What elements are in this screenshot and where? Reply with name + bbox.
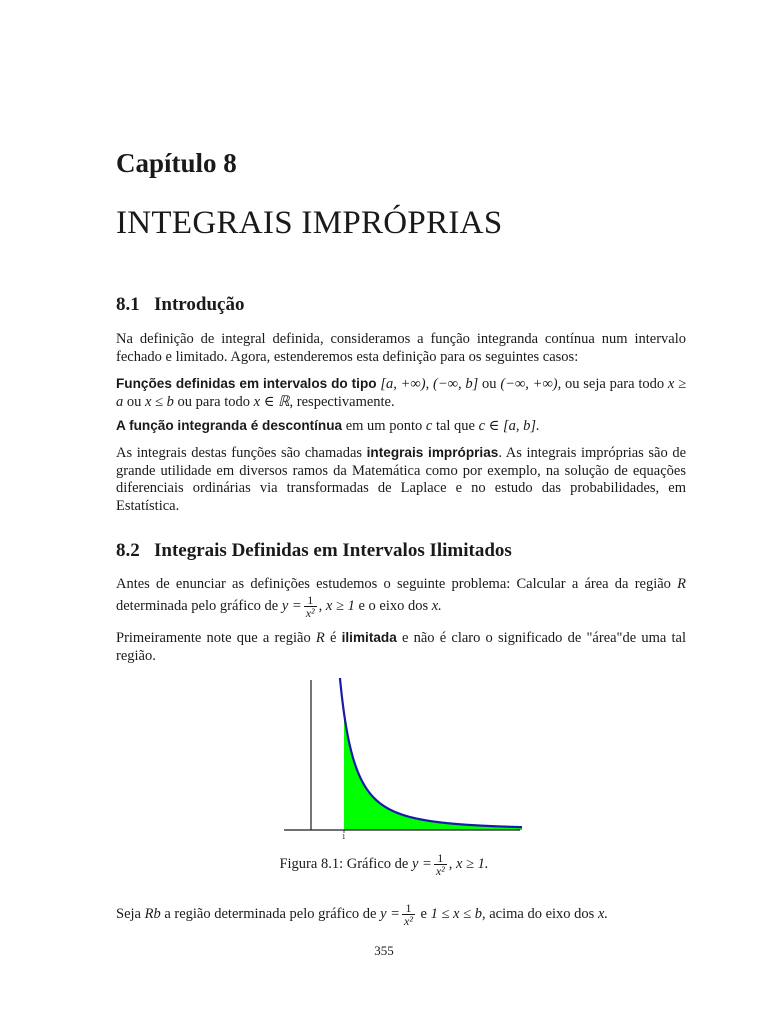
caption-text: Figura 8.1: Gráfico de [279, 855, 409, 872]
rb-text-b: a região determinada pelo gráfico de [164, 905, 377, 922]
caption-numerator: 1 [434, 852, 447, 865]
unbounded-text-b: e não é claro o significado de "área"de uma tal região. [116, 630, 687, 664]
figure-graph [280, 678, 522, 840]
case-1-rest-2: ou para todo [177, 393, 251, 410]
rb-condition: 1 ≤ x ≤ b [430, 905, 482, 922]
caption-condition: , x ≥ 1. [448, 855, 489, 872]
chapter-heading: Capítulo 8 [116, 148, 237, 178]
chapter-title: INTEGRAIS IMPRÓPRIAS [116, 205, 503, 241]
condition-2: x ≤ b [145, 393, 174, 410]
problem-text-c: e o eixo dos [358, 597, 429, 614]
paragraph-case-2 [116, 417, 686, 436]
equation-y: y = [281, 597, 302, 614]
denominator: x² [305, 605, 315, 620]
improper-text-a: As integrais destas funções são chamadas [116, 445, 363, 461]
caption-equation-y: y = [411, 855, 432, 872]
paragraph-intro: Na definição de integral definida, consideramos a função integranda contínua num intervalo fechado e limitado. Agora, estenderemos esta definição para os seguintes casos: [116, 331, 686, 365]
interval-1: [a, +∞) [380, 376, 426, 392]
section-number: 8.2 [116, 540, 140, 561]
x-tick-label: 1 [342, 833, 346, 840]
fraction [304, 594, 317, 619]
improper-bold: integrais impróprias [366, 445, 499, 460]
unbounded-bold: ilimitada [341, 630, 397, 645]
figure-caption [0, 852, 768, 877]
problem-text-a: Antes de enunciar as definições estudemos o seguinte problema: Calcular a área da região [116, 576, 671, 592]
rb-axis-x: x. [597, 905, 608, 922]
point-c: c [425, 418, 433, 434]
section-title: Introdução [154, 294, 245, 315]
paragraph-improper [116, 444, 686, 515]
paragraph-unbounded [116, 629, 686, 665]
case-2-tal: tal que [435, 418, 475, 434]
case-1-rest-3: , respectivamente. [289, 393, 395, 410]
paragraph-rb [116, 902, 686, 927]
condition-3: x ∈ ℝ [253, 393, 290, 410]
unbounded-text-a: Primeiramente note que a região [116, 630, 311, 646]
rb-text-a: Seja [116, 905, 141, 922]
caption-denominator: x² [435, 864, 445, 878]
shaded-area [344, 713, 522, 830]
is-word: é [329, 630, 337, 646]
case-2-mid: em um ponto [345, 418, 423, 434]
condition-1: x ≥ a [116, 376, 687, 410]
axis-x: x. [431, 597, 442, 614]
or-word-2: ou [126, 393, 142, 410]
caption-fraction [434, 852, 447, 877]
case-1-bold: Funções definidas em intervalos do tipo [116, 376, 377, 391]
case-1-rest-1: , ou seja para todo [557, 376, 665, 392]
or-word: ou [482, 376, 497, 392]
page-number: 355 [374, 943, 394, 958]
interval-3: (−∞, +∞) [500, 376, 558, 392]
region-r: R [315, 630, 325, 646]
paragraph-case-1: Funções definidas em intervalos do tipo [a, +∞), (−∞, b] ou (−∞, +∞), ou seja para todo x ≥ a ou x ≤ b ou para todo x ∈ ℝ, respectivamente. [116, 376, 687, 410]
section-heading-8-1 [116, 294, 244, 316]
numerator: 1 [304, 594, 317, 607]
section-heading-8-2 [116, 540, 512, 562]
section-title: Integrais Definidas em Intervalos Ilimitados [154, 540, 512, 561]
rb-denominator: x² [403, 914, 413, 928]
rb-numerator: 1 [402, 902, 415, 915]
region-r: R [677, 576, 686, 592]
rb-fraction [402, 902, 415, 927]
problem-text-b: determinada pelo gráfico de [116, 597, 279, 614]
rb-equation-y: y = [380, 905, 400, 922]
problem-condition: , x ≥ 1 [318, 597, 355, 614]
improper-text-b: . As integrais impróprias são de grande utilidade em diversos ramos da Matemática como por exemplo, na solução de equações diferenciais ordinárias via transformadas de Laplace e no estudo das probabilidades, em Estatística. [116, 445, 687, 514]
paragraph-problem [116, 576, 686, 619]
section-number: 8.1 [116, 294, 140, 315]
region-rb: Rb [144, 905, 161, 922]
rb-text-d: , acima do eixo dos [481, 905, 595, 922]
rb-text-c: e [420, 905, 427, 922]
case-2-condition: c ∈ [a, b]. [478, 418, 540, 434]
case-2-bold: A função integranda é descontínua [116, 418, 343, 433]
interval-2: (−∞, b] [433, 376, 479, 392]
